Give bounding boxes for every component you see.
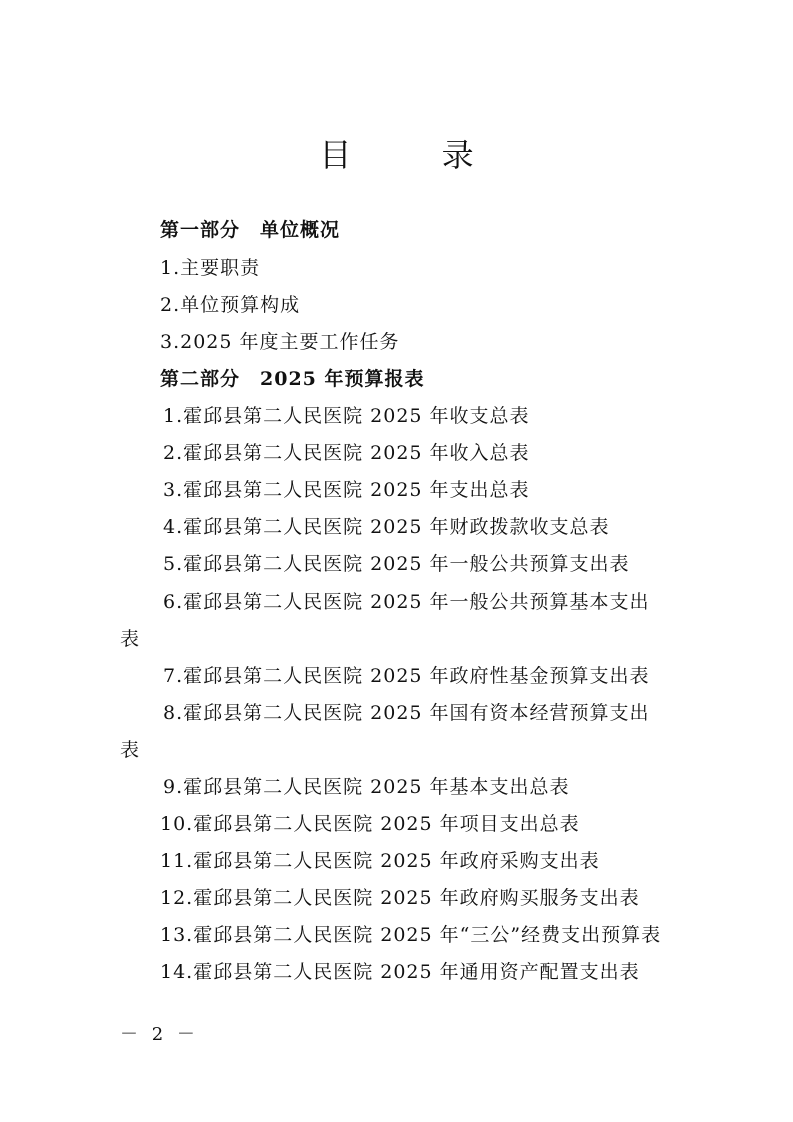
part2-heading: 第二部分 2025 年预算报表 (160, 368, 425, 390)
toc-item-wrap: 表 (120, 739, 141, 761)
toc-item: 3.2025 年度主要工作任务 (160, 331, 400, 353)
toc-item: 1.主要职责 (160, 257, 261, 279)
toc-item: 9.霍邱县第二人民医院 2025 年基本支出总表 (163, 776, 570, 798)
toc-item: 14.霍邱县第二人民医院 2025 年通用资产配置支出表 (160, 961, 640, 983)
page-number: － 2 － (120, 1024, 199, 1045)
toc-item: 11.霍邱县第二人民医院 2025 年政府采购支出表 (160, 850, 600, 872)
toc-item: 6.霍邱县第二人民医院 2025 年一般公共预算基本支出 (163, 591, 650, 613)
toc-item-wrap: 表 (120, 628, 141, 650)
toc-item: 2.霍邱县第二人民医院 2025 年收入总表 (163, 442, 530, 464)
toc-item: 3.霍邱县第二人民医院 2025 年支出总表 (163, 479, 530, 501)
toc-item: 13.霍邱县第二人民医院 2025 年“三公”经费支出预算表 (160, 924, 662, 946)
toc-item: 1.霍邱县第二人民医院 2025 年收支总表 (163, 405, 530, 427)
toc-item: 7.霍邱县第二人民医院 2025 年政府性基金预算支出表 (163, 665, 650, 687)
toc-item: 8.霍邱县第二人民医院 2025 年国有资本经营预算支出 (163, 702, 650, 724)
page-title: 目 录 (319, 136, 514, 174)
toc-item: 2.单位预算构成 (160, 294, 301, 316)
toc-item: 12.霍邱县第二人民医院 2025 年政府购买服务支出表 (160, 887, 640, 909)
toc-item: 4.霍邱县第二人民医院 2025 年财政拨款收支总表 (163, 516, 610, 538)
toc-item: 10.霍邱县第二人民医院 2025 年项目支出总表 (160, 813, 580, 835)
part1-heading: 第一部分 单位概况 (160, 219, 341, 241)
toc-item: 5.霍邱县第二人民医院 2025 年一般公共预算支出表 (163, 553, 630, 575)
